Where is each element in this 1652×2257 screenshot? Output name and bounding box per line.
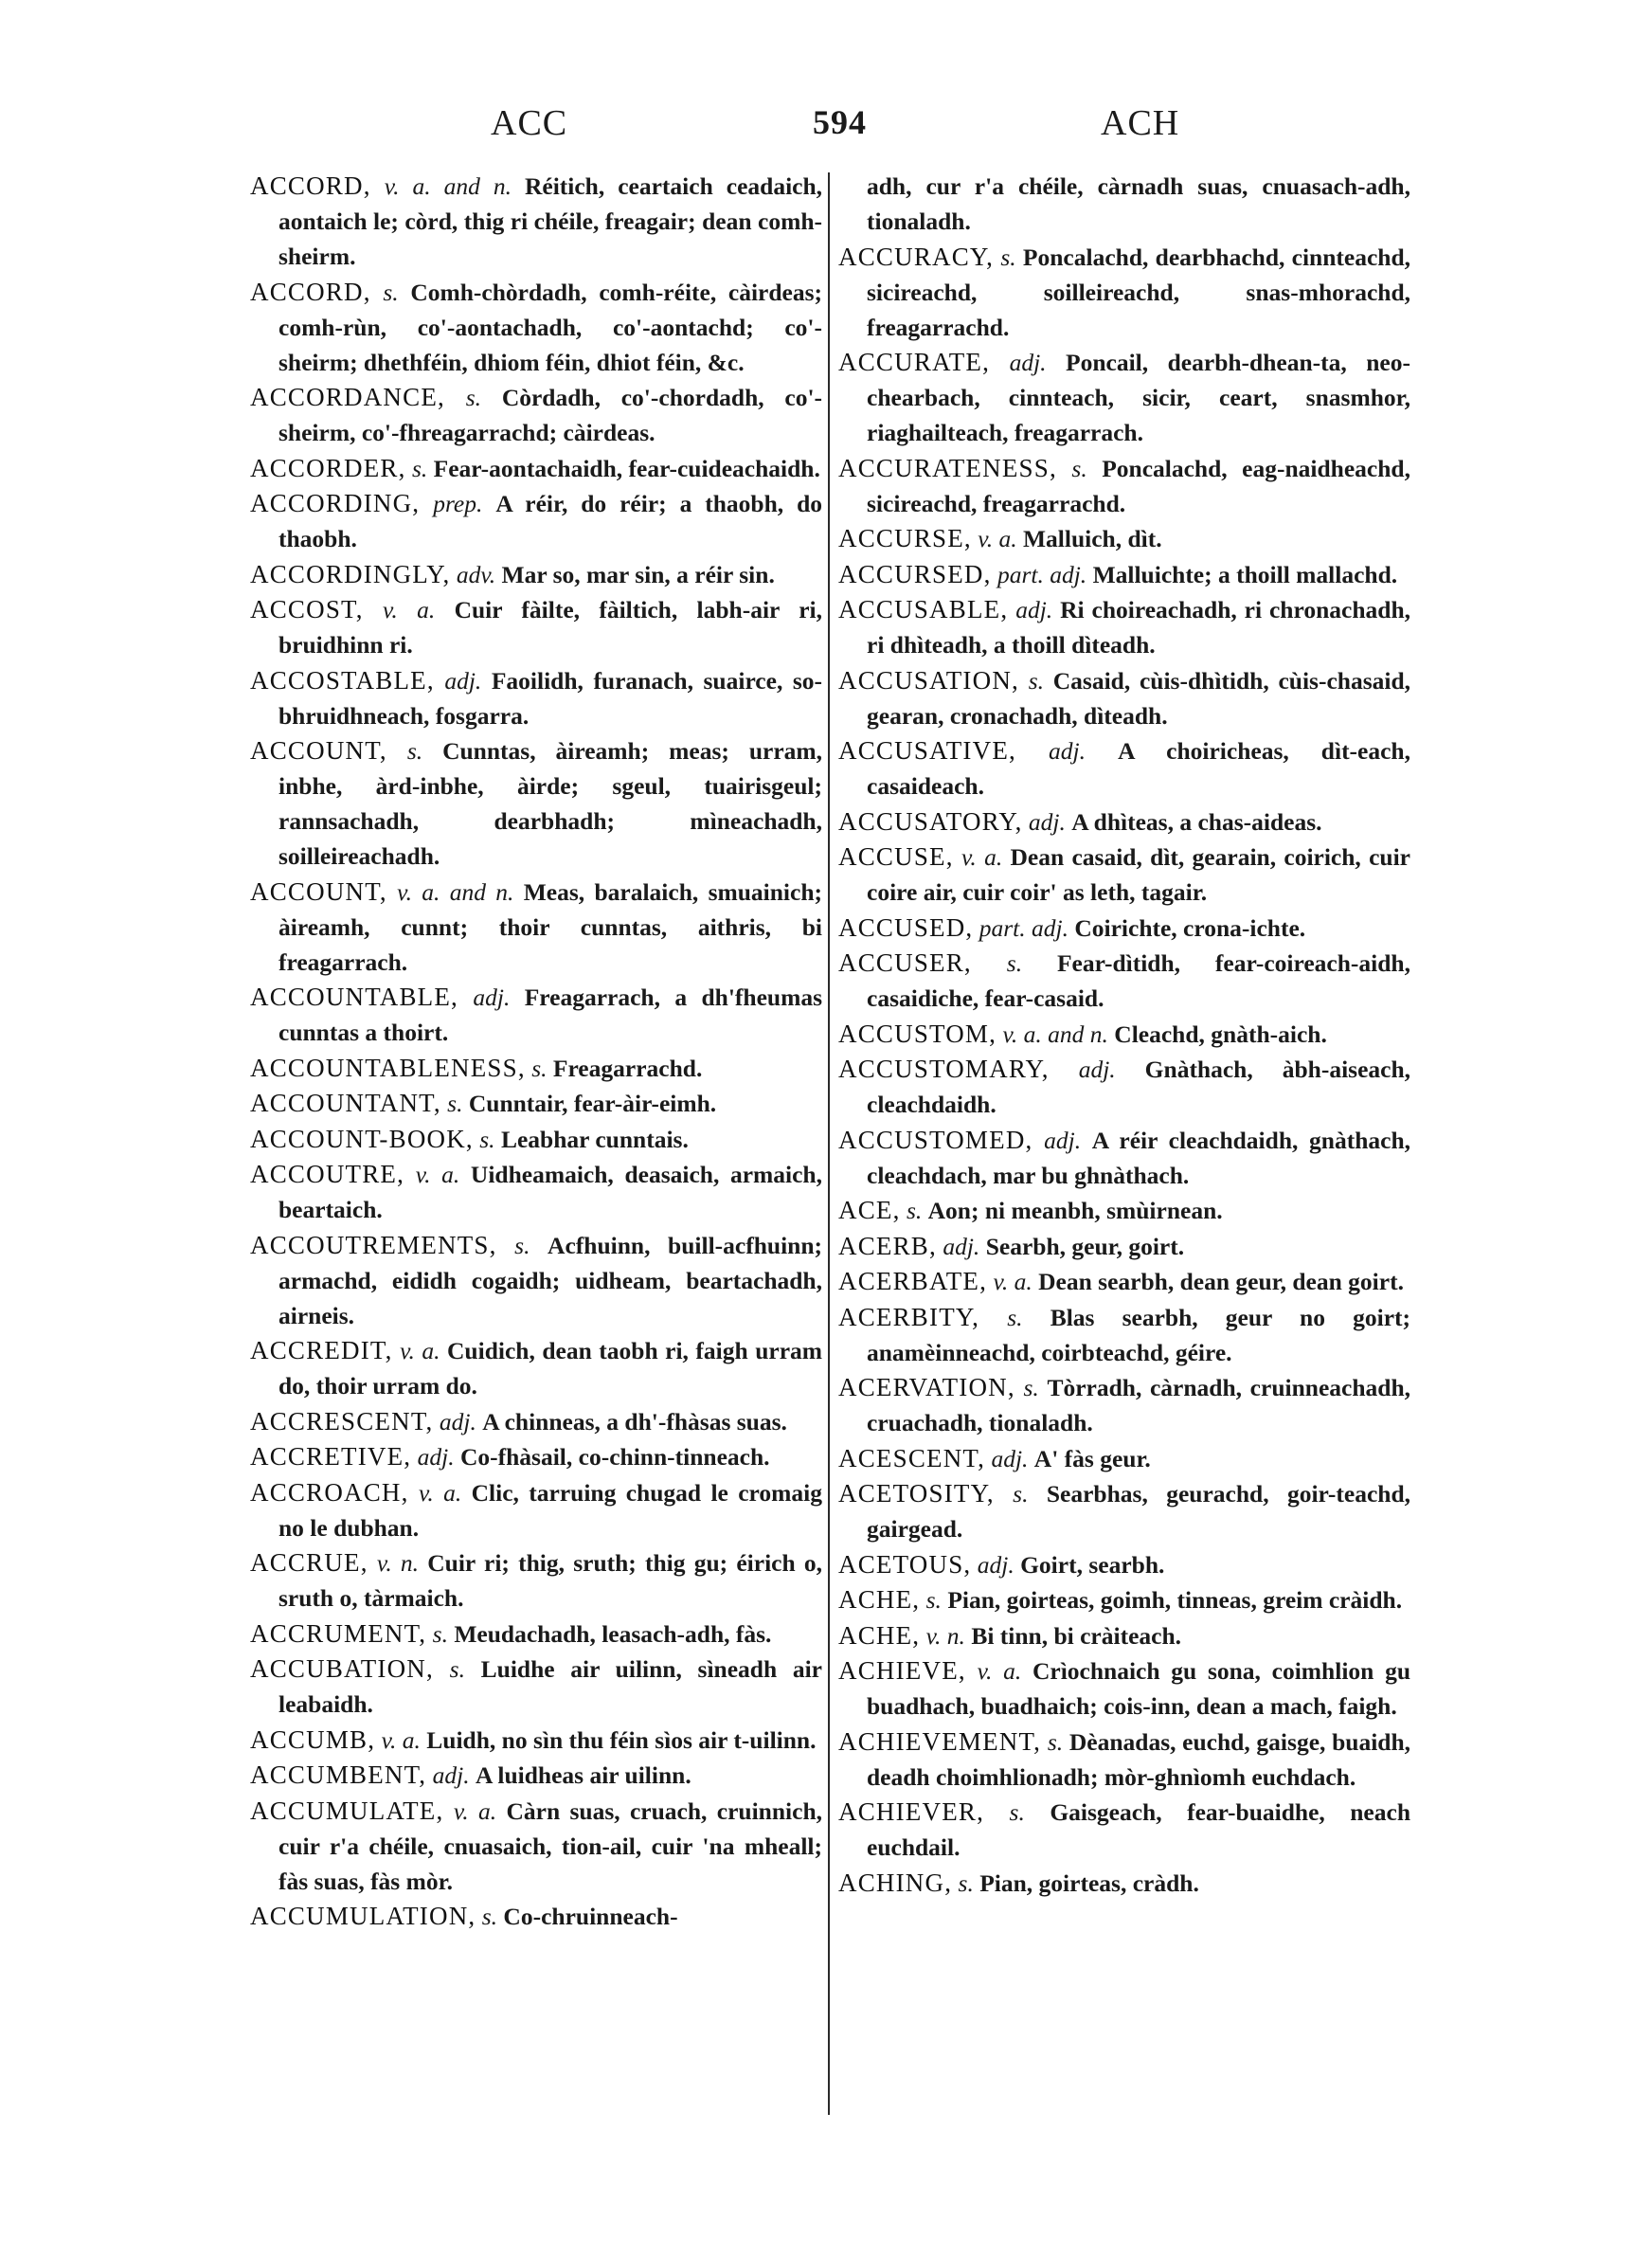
entry-headword: ACCOUNT-BOOK, [250, 1124, 474, 1153]
entry-headword: ACCOUNT, [250, 876, 387, 906]
entry-definition: Searbh, geur, goirt. [985, 1232, 1185, 1260]
dictionary-entry [838, 1229, 1410, 1264]
entry-grammar: adj. [432, 1761, 470, 1789]
dictionary-entry [250, 875, 822, 980]
entry-grammar: v. a. and n. [1002, 1020, 1108, 1048]
entry-headword: ACCUMULATION, [250, 1902, 476, 1930]
entry-headword: ACCUSTOMED, [838, 1125, 1033, 1154]
dictionary-entry [838, 1017, 1410, 1052]
entry-definition: Gaisgeach, fear-buaidhe, neach euchdail. [867, 1798, 1411, 1861]
entry-grammar: prep. [433, 490, 483, 517]
entry-grammar: adj. [943, 1232, 980, 1260]
dictionary-entry [250, 1122, 822, 1157]
entry-grammar: v. a. [381, 1725, 421, 1754]
entry-grammar: adj. [977, 1550, 1015, 1579]
entry-grammar: v. n. [925, 1621, 965, 1650]
dictionary-entry [250, 1616, 822, 1652]
entry-definition: Tòrradh, càrnadh, cruinneachadh, cruachadh, tionaladh. [867, 1374, 1411, 1436]
entry-definition: Còrdadh, co'-chordadh, co'-sheirm, co'-fhreagarrachd; càirdeas. [278, 384, 823, 446]
entry-headword: ACCUSATION, [838, 665, 1019, 695]
entry-definition: A réir cleachdaidh, gnàthach, cleachdach, mar bu ghnàthach. [867, 1126, 1411, 1189]
dictionary-entry [250, 1794, 822, 1899]
dictionary-entry [838, 592, 1410, 662]
entry-headword: ACERVATION, [838, 1373, 1015, 1401]
entry-headword: ACCOUTREMENTS, [250, 1230, 497, 1259]
entry-definition: A chinneas, a dh'-fhàsas suas. [482, 1407, 787, 1435]
entry-definition: A dhìteas, a chas-aideas. [1071, 807, 1322, 836]
entry-grammar: s. [925, 1586, 942, 1614]
entry-definition: A' fàs geur. [1033, 1444, 1151, 1472]
entry-headword: ACCURATE, [838, 348, 991, 376]
entry-headword: ACERB, [838, 1231, 937, 1260]
dictionary-entry [838, 240, 1410, 345]
dictionary-entry [250, 733, 822, 874]
dictionary-entry [250, 451, 822, 486]
entry-definition: Blas searbh, geur no goirt; anamèinneachd, coirbteachd, géire. [867, 1303, 1411, 1366]
dictionary-entry [250, 663, 822, 733]
entry-definition: Cuir ri; thig, sruth; thig gu; éirich o, sruth o, tàrmaich. [278, 1549, 822, 1612]
dictionary-entry [838, 1866, 1410, 1901]
entry-headword: ACCORD, [250, 277, 371, 306]
entry-definition: Fear-aontachaidh, fear-cuideachaidh. [433, 454, 820, 482]
entry-headword: ACCURATENESS, [838, 453, 1057, 482]
entry-headword: ACCOSTABLE, [250, 665, 435, 695]
entry-headword: ACCREDIT, [250, 1336, 393, 1364]
column-divider [828, 172, 830, 2115]
page-number: 594 [813, 103, 867, 141]
entry-grammar: adj. [1028, 807, 1066, 836]
dictionary-entry [250, 1652, 822, 1722]
entry-definition: Ri choireachadh, ri chronachadh, ri dhìteadh, a thoill dìteadh. [867, 596, 1411, 659]
entry-grammar: v. a. [415, 1161, 460, 1188]
entry-grammar: s. [906, 1197, 923, 1224]
entry-grammar: s. [465, 384, 482, 411]
entry-headword: ACCOUNTABLE, [250, 983, 458, 1011]
dictionary-entry [838, 840, 1410, 910]
entry-headword: ACCOUNT, [250, 736, 387, 765]
dictionary-entry [838, 557, 1410, 592]
entry-headword: ACCORDANCE, [250, 383, 445, 411]
entry-definition: Dean searbh, dean geur, dean goirt. [1038, 1268, 1404, 1295]
entry-definition: A réir, do réir; a thaobh, do thaobh. [278, 490, 823, 552]
dictionary-entry [838, 1370, 1410, 1440]
entry-definition: Mar so, mar sin, a réir sin. [501, 560, 775, 588]
entry-headword: ACCUSER, [838, 948, 972, 977]
entry-definition: Cuidich, dean taobh ri, faigh urram do, thoir urram do. [278, 1337, 823, 1399]
entry-grammar: v. a. and n. [384, 172, 512, 200]
entry-headword: ACCUSE, [838, 842, 954, 871]
entry-definition: A choiricheas, dìt-each, casaideach. [867, 737, 1410, 800]
entry-grammar: v. a. [383, 596, 436, 623]
entry-definition: Bi tinn, bi cràiteach. [971, 1621, 1182, 1650]
dictionary-entry [250, 1086, 822, 1121]
entry-grammar: adj. [1015, 596, 1053, 623]
dictionary-entry [250, 275, 822, 380]
entry-headword: ACERBITY, [838, 1302, 980, 1331]
dictionary-entry [250, 1333, 822, 1403]
entry-definition: Poncalachd, eag-naidheachd, sicireachd, freagarrachd. [867, 454, 1410, 517]
entry-definition: Coirichte, crona-ichte. [1074, 913, 1306, 942]
dictionary-entry [250, 1899, 822, 1934]
entry-grammar: adv. [456, 560, 496, 588]
entry-grammar: adj. [439, 1407, 476, 1435]
entry-grammar: adj. [1009, 349, 1047, 376]
entry-grammar: s. [432, 1619, 448, 1648]
entry-definition: Càrn suas, cruach, cruinnich, cuir r'a chéile, cnuasaich, tion-ail, cuir 'na mheall; fàs suas, fàs mòr. [278, 1797, 823, 1895]
entry-headword: ACCRETIVE, [250, 1442, 412, 1471]
dictionary-entry [250, 980, 822, 1050]
entry-definition: Casaid, cùis-dhìtidh, cùis-chasaid, gearan, cronachadh, dìteadh. [867, 666, 1411, 730]
entry-definition: Malluichte; a thoill mallachd. [1092, 560, 1398, 588]
entry-grammar: s. [1071, 454, 1087, 482]
entry-definition: Gnàthach, àbh-aiseach, cleachdaidh. [867, 1056, 1411, 1118]
entry-definition: Searbhas, geurachd, goir-teachd, gairgead. [867, 1480, 1411, 1543]
entry-definition: Luidh, no sìn thu féin sìos air t-uilinn. [426, 1725, 817, 1754]
entry-definition: Goirt, searbh. [1020, 1550, 1165, 1579]
entry-definition: Dean casaid, dìt, gearain, coirich, cuir coire air, cuir coir' as leth, tagair. [867, 843, 1410, 906]
entry-definition: Freagarrachd. [552, 1054, 703, 1082]
right-column [838, 169, 1410, 1901]
entry-headword: ACCOST, [250, 595, 364, 623]
entry-definition: Pian, goirteas, cràdh. [979, 1869, 1199, 1897]
entry-grammar: s. [514, 1231, 530, 1259]
entry-definition: Co-fhàsail, co-chinn-tinneach. [459, 1443, 770, 1471]
entry-headword: ACCROACH, [250, 1477, 409, 1507]
dictionary-entry [250, 557, 822, 592]
dictionary-entry [838, 1582, 1410, 1617]
dictionary-entry [838, 911, 1410, 946]
entry-headword: ACE, [838, 1196, 901, 1224]
entry-grammar: adj. [444, 666, 482, 695]
entry-headword: ACCURACY, [838, 242, 995, 271]
entry-definition: Cunntair, fear-àir-eimh. [468, 1090, 717, 1117]
entry-grammar: s. [1013, 1480, 1029, 1508]
entry-grammar: s. [1009, 1798, 1025, 1826]
entry-grammar: adj. [417, 1443, 455, 1471]
dictionary-entry [250, 1228, 822, 1333]
entry-definition: Pian, goirteas, goimh, tinneas, greim cràidh. [947, 1586, 1403, 1614]
entry-headword: ACCOUNTABLENESS, [250, 1053, 526, 1082]
entry-grammar: adj. [991, 1444, 1029, 1472]
entry-grammar: s. [531, 1054, 548, 1082]
entry-definition: Fear-dìtidh, fear-coireach-aidh, casaidiche, fear-casaid. [867, 949, 1410, 1012]
entry-grammar: s. [1007, 1303, 1023, 1331]
entry-grammar: part. adj. [979, 913, 1068, 942]
entry-definition: Comh-chòrdadh, comh-réite, càirdeas; comh-rùn, co'-aontachadh, co'-aontachd; co'-sheirm; dhethféin, dhiom féin, dhiot féin, &c. [278, 278, 823, 376]
entry-grammar: v. a. and n. [397, 877, 514, 906]
entry-definition: Poncalachd, dearbhachd, cinnteachd, sicireachd, soilleireachd, snas-mhorachd, freagarrachd. [867, 243, 1411, 341]
entry-definition: adh, cur r'a chéile, càrnadh suas, cnuasach-adh, tionaladh. [867, 172, 1410, 235]
entry-headword: ACETOSITY, [838, 1479, 995, 1508]
dictionary-entry [250, 592, 822, 662]
dictionary-entry [838, 169, 1410, 239]
entry-definition: Uidheamaich, deasaich, armaich, beartaich. [278, 1161, 822, 1223]
entry-headword: ACCUSTOM, [838, 1019, 997, 1048]
entry-grammar: s. [1047, 1727, 1064, 1756]
dictionary-entry [838, 1441, 1410, 1476]
entry-headword: ACCUMB, [250, 1724, 376, 1754]
entry-headword: ACCURSED, [838, 559, 992, 588]
entry-headword: ACCUSTOMARY, [838, 1055, 1050, 1083]
entry-grammar: s. [1028, 666, 1045, 695]
entry-headword: ACCUSABLE, [838, 595, 1009, 623]
entry-headword: ACCOUTRE, [250, 1160, 405, 1188]
entry-headword: ACETOUS, [838, 1549, 972, 1579]
dictionary-entry [838, 1547, 1410, 1582]
entry-definition: Dèanadas, euchd, gaisge, buaidh, deadh choimhlionadh; mòr-ghnìomh euchdach. [867, 1727, 1411, 1791]
entry-definition: Meudachadh, leasach-adh, fàs. [454, 1619, 772, 1648]
dictionary-entry [250, 1758, 822, 1793]
entry-headword: ACCORDINGLY, [250, 559, 451, 588]
entry-definition: Poncail, dearbh-dhean-ta, neo-chearbach, cinnteach, sicir, ceart, snasmhor, riaghailteach, freagarrach. [867, 349, 1410, 446]
dictionary-entry [838, 1123, 1410, 1193]
entry-definition: Co-chruinneach- [503, 1903, 678, 1930]
entry-definition: Aon; ni meanbh, smùirnean. [927, 1197, 1223, 1224]
entry-definition: Leabhar cunntais. [500, 1125, 689, 1153]
dictionary-entry [838, 1724, 1410, 1795]
dictionary-entry [250, 1439, 822, 1474]
entry-headword: ACCUMBENT, [250, 1760, 427, 1789]
entry-grammar: s. [958, 1869, 974, 1897]
dictionary-entry [250, 486, 822, 556]
dictionary-entry [838, 451, 1410, 521]
dictionary-entry [838, 1264, 1410, 1299]
entry-grammar: v. a. [400, 1337, 440, 1364]
entry-grammar: s. [449, 1655, 465, 1683]
dictionary-entry [250, 1051, 822, 1086]
entry-grammar: s. [383, 278, 399, 306]
entry-definition: Acfhuinn, buill-acfhuinn; armachd, eididh cogaidh; uidheam, beartachadh, airneis. [278, 1231, 823, 1329]
dictionary-entry [838, 1300, 1410, 1370]
entry-grammar: adj. [1044, 1126, 1082, 1154]
entry-definition: Cunntas, àireamh; meas; urram, inbhe, àrd-inbhe, àirde; sgeul, tuairisgeul; rannsachadh, dearbhadh; mìneachadh, soilleireachadh. [278, 737, 823, 870]
running-head-right: ACH [1101, 103, 1180, 143]
dictionary-entry [250, 1545, 822, 1616]
dictionary-entry [838, 1618, 1410, 1653]
entry-grammar: adj. [1078, 1056, 1116, 1083]
dictionary-entry [838, 1795, 1410, 1865]
entry-headword: ACHIEVER, [838, 1797, 985, 1826]
dictionary-entry [250, 1157, 822, 1227]
entry-headword: ACHIEVE, [838, 1656, 966, 1685]
entry-definition: Faoilidh, furanach, suairce, so-bhruidhneach, fosgarra. [278, 666, 823, 730]
entry-headword: ACCUSATORY, [838, 806, 1023, 836]
entry-grammar: s. [1006, 949, 1023, 977]
entry-grammar: s. [1023, 1374, 1039, 1401]
entry-headword: ACCORD, [250, 172, 371, 200]
entry-headword: ACHIEVEMENT, [838, 1726, 1042, 1756]
entry-headword: ACHING, [838, 1868, 953, 1897]
left-column [250, 169, 822, 1935]
entry-definition: A luidheas air uilinn. [475, 1761, 691, 1789]
entry-headword: ACCORDER, [250, 453, 406, 482]
entry-headword: ACHE, [838, 1585, 921, 1614]
entry-definition: Crìochnaich gu sona, coimhlion gu buadhach, buadhaich; cois-inn, dean a mach, faigh. [867, 1657, 1410, 1720]
dictionary-entry [838, 804, 1410, 840]
entry-headword: ACCRESCENT, [250, 1406, 434, 1435]
entry-grammar: v. a. [418, 1478, 462, 1507]
entry-headword: ACCUSED, [838, 912, 974, 942]
entry-definition: Clic, tarruing chugad le cromaig no le dubhan. [278, 1478, 822, 1542]
entry-grammar: s. [481, 1903, 498, 1930]
entry-grammar: v. a. [961, 843, 1003, 871]
entry-headword: ACCRUE, [250, 1548, 368, 1577]
entry-headword: ACESCENT, [838, 1443, 986, 1472]
dictionary-entry [838, 663, 1410, 733]
entry-grammar: part. adj. [997, 560, 1087, 588]
entry-grammar: v. a. [978, 525, 1017, 552]
dictionary-entry [838, 1653, 1410, 1724]
dictionary-entry [250, 169, 822, 274]
running-head-left: ACC [491, 103, 568, 143]
entry-definition: Malluich, dìt. [1022, 525, 1162, 552]
entry-headword: ACCUMULATE, [250, 1796, 444, 1825]
entry-grammar: s. [406, 737, 423, 765]
entry-grammar: v. a. [453, 1797, 497, 1825]
entry-grammar: s. [411, 454, 428, 482]
dictionary-entry [838, 1052, 1410, 1122]
entry-grammar: v. a. [977, 1657, 1022, 1685]
entry-headword: ACCORDING, [250, 489, 421, 517]
entry-definition: Cleachd, gnàth-aich. [1114, 1020, 1327, 1048]
entry-headword: ACCURSE, [838, 524, 972, 552]
entry-definition: Freagarrach, a dh'fheumas cunntas a thoirt. [278, 984, 823, 1046]
entry-grammar: s. [447, 1090, 463, 1117]
entry-definition: Meas, baralaich, smuainich; àireamh, cunnt; thoir cunntas, aithris, bi freagarrach. [278, 877, 823, 976]
entry-grammar: v. n. [376, 1549, 420, 1577]
entry-grammar: s. [1000, 243, 1016, 271]
dictionary-entry [250, 1404, 822, 1439]
entry-grammar: adj. [1049, 737, 1086, 765]
dictionary-entry [250, 380, 822, 450]
entry-grammar: v. a. [993, 1268, 1032, 1295]
entry-headword: ACCRUMENT, [250, 1618, 427, 1648]
dictionary-entry [838, 345, 1410, 450]
entry-headword: ACERBATE, [838, 1267, 988, 1295]
dictionary-entry [838, 946, 1410, 1016]
entry-headword: ACCUSATIVE, [838, 736, 1016, 765]
dictionary-entry [838, 733, 1410, 803]
entry-definition: Cuir fàilte, fàiltich, labh-air ri, bruidhinn ri. [278, 596, 823, 659]
dictionary-entry [250, 1475, 822, 1545]
entry-headword: ACCUBATION, [250, 1654, 434, 1683]
entry-definition: Luidhe air uilinn, sìneadh air leabaidh. [278, 1655, 822, 1718]
entry-headword: ACHE, [838, 1620, 921, 1650]
entry-grammar: adj. [473, 984, 511, 1011]
dictionary-entry [250, 1723, 822, 1758]
dictionary-entry [838, 1193, 1410, 1228]
entry-headword: ACCOUNTANT, [250, 1089, 441, 1117]
entry-definition: Réitich, ceartaich ceadaich, aontaich le; còrd, thig ri chéile, freagair; dean comh-sheirm. [278, 172, 823, 270]
dictionary-entry [838, 1476, 1410, 1546]
entry-grammar: s. [479, 1125, 495, 1153]
dictionary-entry [838, 521, 1410, 556]
